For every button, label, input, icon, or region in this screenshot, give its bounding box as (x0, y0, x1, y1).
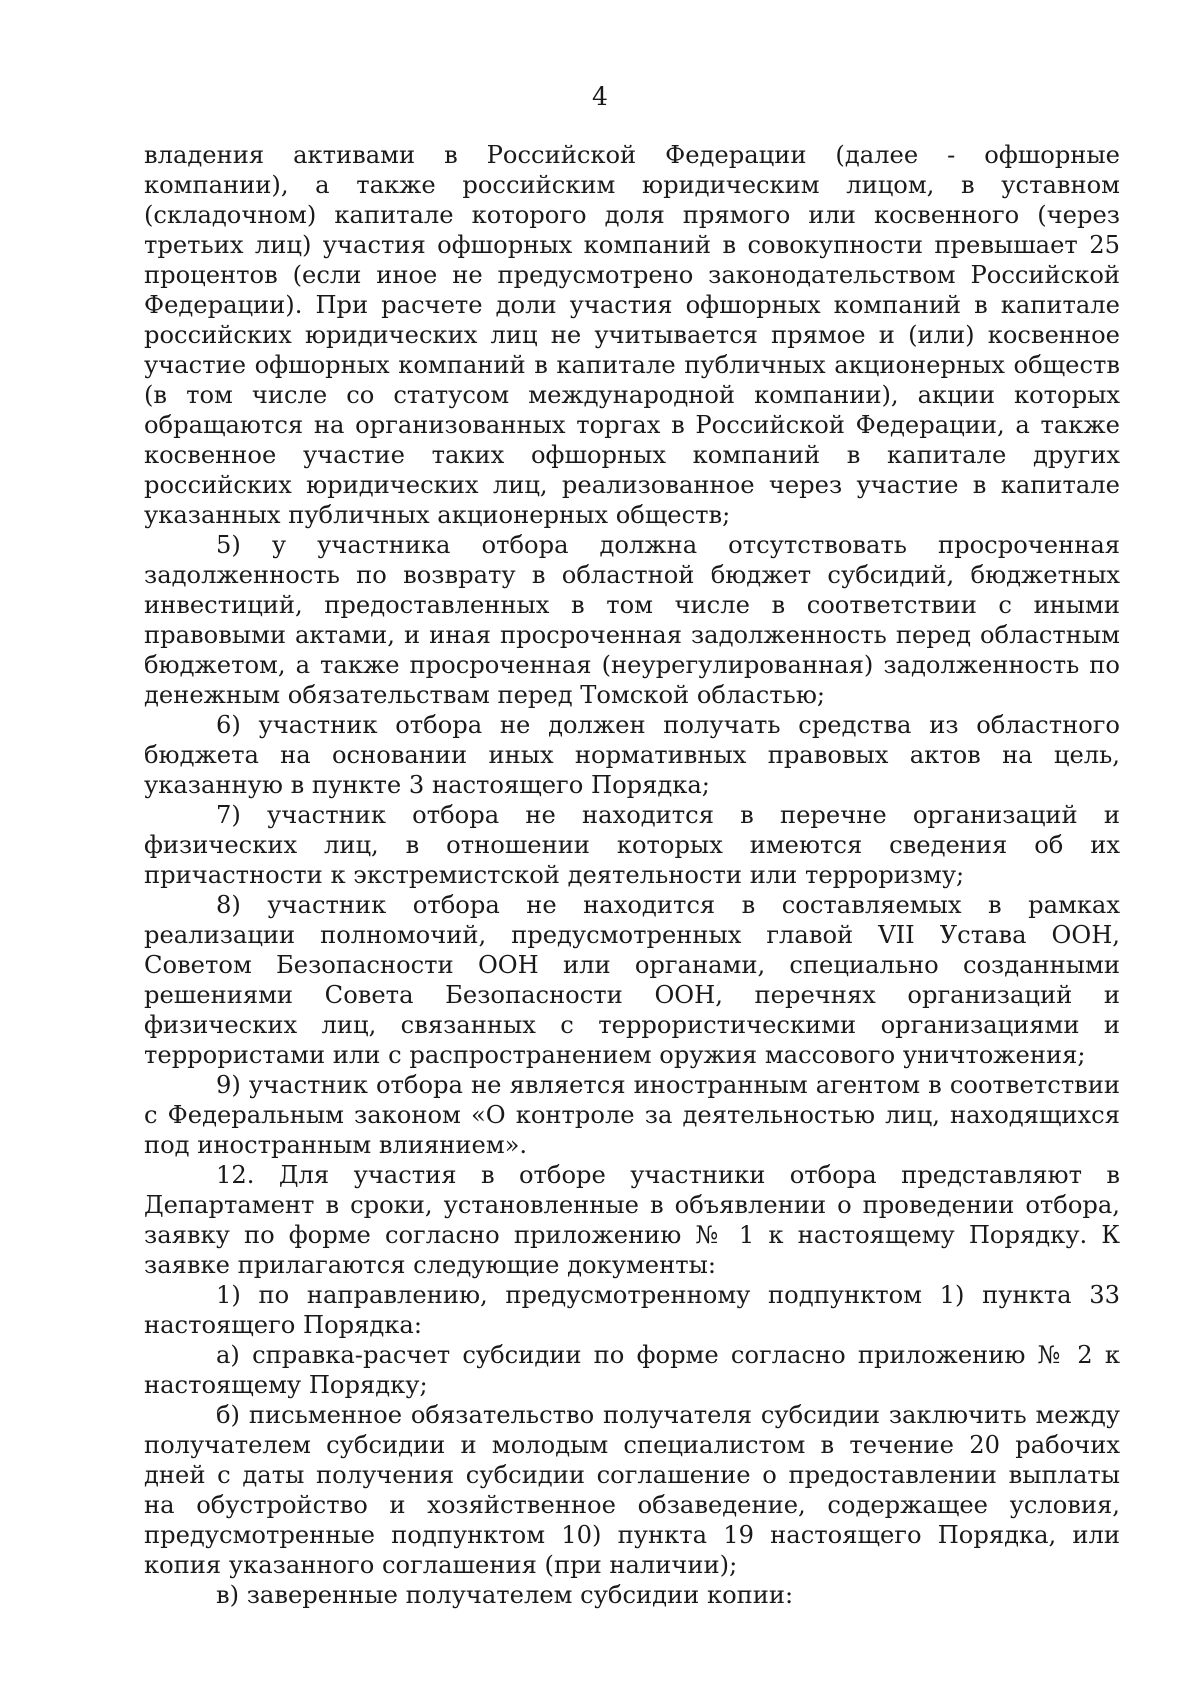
paragraph-item-8: 8) участник отбора не находится в составляемых в рамках реализации полномочий, предусмотренных главой VII Устава ООН, Советом Безопасности ООН или органами, специально созданными решениями Совета Безопасности ООН, перечнях организаций и физических лиц, связанных с террористическими организациями и террористами или с распространением оружия массового уничтожения; (144, 891, 1120, 1069)
paragraph-subitem-v: в) заверенные получателем субсидии копии: (216, 1581, 794, 1609)
paragraph-item-6: 6) участник отбора не должен получать средства из областного бюджета на основании иных нормативных правовых актов на цель, указанную в пункте 3 настоящего Порядка; (144, 711, 1120, 799)
page-number: 4 (592, 82, 608, 111)
paragraph-section-12: 12. Для участия в отборе участники отбора представляют в Департамент в сроки, установленные в объявлении о проведении отбора, заявку по форме согласно приложению № 1 к настоящему Порядку. К заявке прилагаются следующие документы: (144, 1161, 1120, 1279)
paragraph-subitem-a: а) справка-расчет субсидии по форме согласно приложению № 2 к настоящему Порядку; (144, 1341, 1120, 1399)
paragraph-continuation: владения активами в Российской Федерации (далее - офшорные компании), а также российским юридическим лицом, в уставном (складочном) капитале которого доля прямого или косвенного (через третьих лиц) участия офшорных компаний в совокупности превышает 25 процентов (если иное не предусмотрено законодательством Российской Федерации). При расчете доли участия офшорных компаний в капитале российских юридических лиц не учитывается прямое и (или) косвенное участие офшорных компаний в капитале публичных акционерных обществ (в том числе со статусом международной компании), акции которых обращаются на организованных торгах в Российской Федерации, а также косвенное участие таких офшорных компаний в капитале других российских юридических лиц, реализованное через участие в капитале указанных публичных акционерных обществ; (144, 141, 1120, 529)
paragraph-item-7: 7) участник отбора не находится в перечне организаций и физических лиц, в отношении которых имеются сведения об их причастности к экстремистской деятельности или терроризму; (144, 801, 1120, 889)
paragraph-subitem-1: 1) по направлению, предусмотренному подпунктом 1) пункта 33 настоящего Порядка: (144, 1281, 1120, 1339)
paragraph-item-5: 5) у участника отбора должна отсутствовать просроченная задолженность по возврату в областной бюджет субсидий, бюджетных инвестиций, предоставленных в том числе в соответствии с иными правовыми актами, и иная просроченная задолженность перед областным бюджетом, а также просроченная (неурегулированная) задолженность по денежным обязательствам перед Томской областью; (144, 531, 1120, 709)
document-body (144, 140, 1120, 1610)
paragraph-subitem-b: б) письменное обязательство получателя субсидии заключить между получателем субсидии и молодым специалистом в течение 20 рабочих дней с даты получения субсидии соглашение о предоставлении выплаты на обустройство и хозяйственное обзаведение, содержащее условия, предусмотренные подпунктом 10) пункта 19 настоящего Порядка, или копия указанного соглашения (при наличии); (144, 1401, 1120, 1579)
paragraph-item-9: 9) участник отбора не является иностранным агентом в соответствии с Федеральным законом «О контроле за деятельностью лиц, находящихся под иностранным влиянием». (144, 1071, 1120, 1159)
